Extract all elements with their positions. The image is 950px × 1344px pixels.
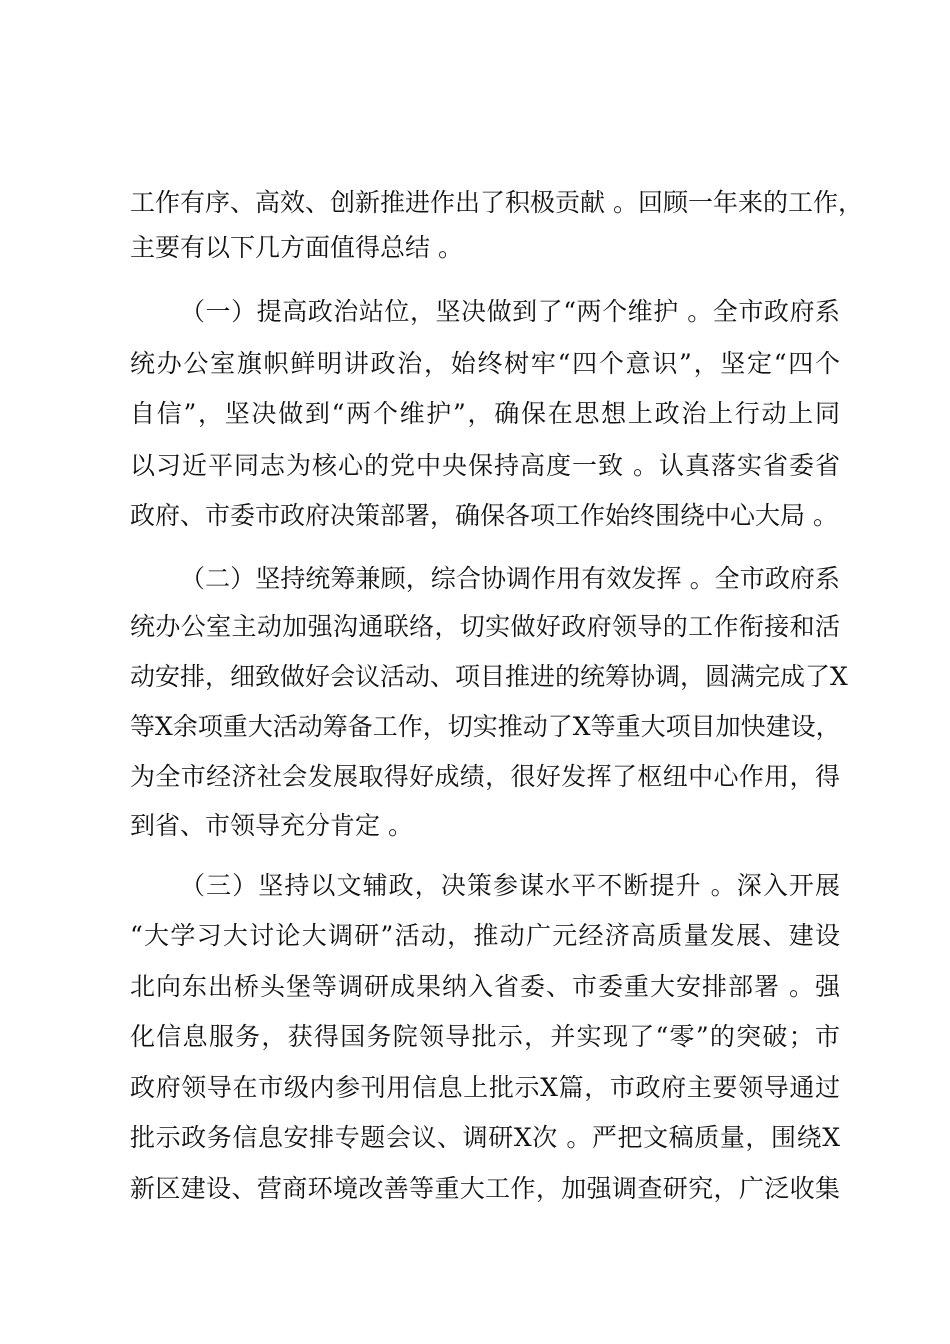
text-line: 为全市经济社会发展取得好成绩，很好发挥了枢纽中心作用，得: [130, 762, 840, 791]
text-line: 政府领导在市级内参刊用信息上批示X篇，市政府主要领导通过: [130, 1073, 840, 1102]
text-line: 统办公室旗帜鲜明讲政治，始终树牢“四个意识”，坚定“四个: [130, 349, 840, 378]
text-line: 主要有以下几方面值得总结 。: [130, 233, 463, 262]
text-line: 化信息服务，获得国务院领导批示，并实现了“零”的突破；市: [130, 1022, 840, 1051]
text-line: （一）提高政治站位，坚决做到了“两个维护 。全市政府系: [180, 297, 840, 326]
text-line: 新区建设、营商环境改善等重大工作，加强调查研究，广泛收集: [130, 1174, 840, 1203]
text-line: “大学习大讨论大调研”活动，推动广元经济高质量发展、建设: [130, 921, 840, 950]
text-line: 统办公室主动加强沟通联络，切实做好政府领导的工作衔接和活: [130, 612, 840, 641]
text-line: 动安排，细致做好会议活动、项目推进的统筹协调，圆满完成了X: [130, 662, 848, 691]
text-line: 自信”，坚决做到“两个维护”，确保在思想上政治上行动上同: [130, 399, 840, 428]
text-line: 到省、市领导充分肯定 。: [130, 811, 413, 840]
text-line: 等X余项重大活动筹备工作，切实推动了X等重大项目加快建设，: [130, 712, 841, 741]
text-line: （二）坚持统筹兼顾，综合协调作用有效发挥 。全市政府系: [180, 564, 840, 593]
text-line: 批示政务信息安排专题会议、调研X次 。严把文稿质量，围绕X: [130, 1123, 840, 1152]
text-line: 工作有序、高效、创新推进作出了积极贡献 。回顾一年来的工作，: [130, 188, 863, 217]
text-line: 政府、市委市政府决策部署，确保各项工作始终围绕中心大局 。: [130, 501, 838, 530]
text-line: 北向东出桥头堡等调研成果纳入省委、市委重大安排部署 。强: [130, 972, 840, 1001]
text-line: （三）坚持以文辅政，决策参谋水平不断提升 。深入开展: [180, 871, 840, 900]
text-line: 以习近平同志为核心的党中央保持高度一致 。认真落实省委省: [130, 451, 840, 480]
